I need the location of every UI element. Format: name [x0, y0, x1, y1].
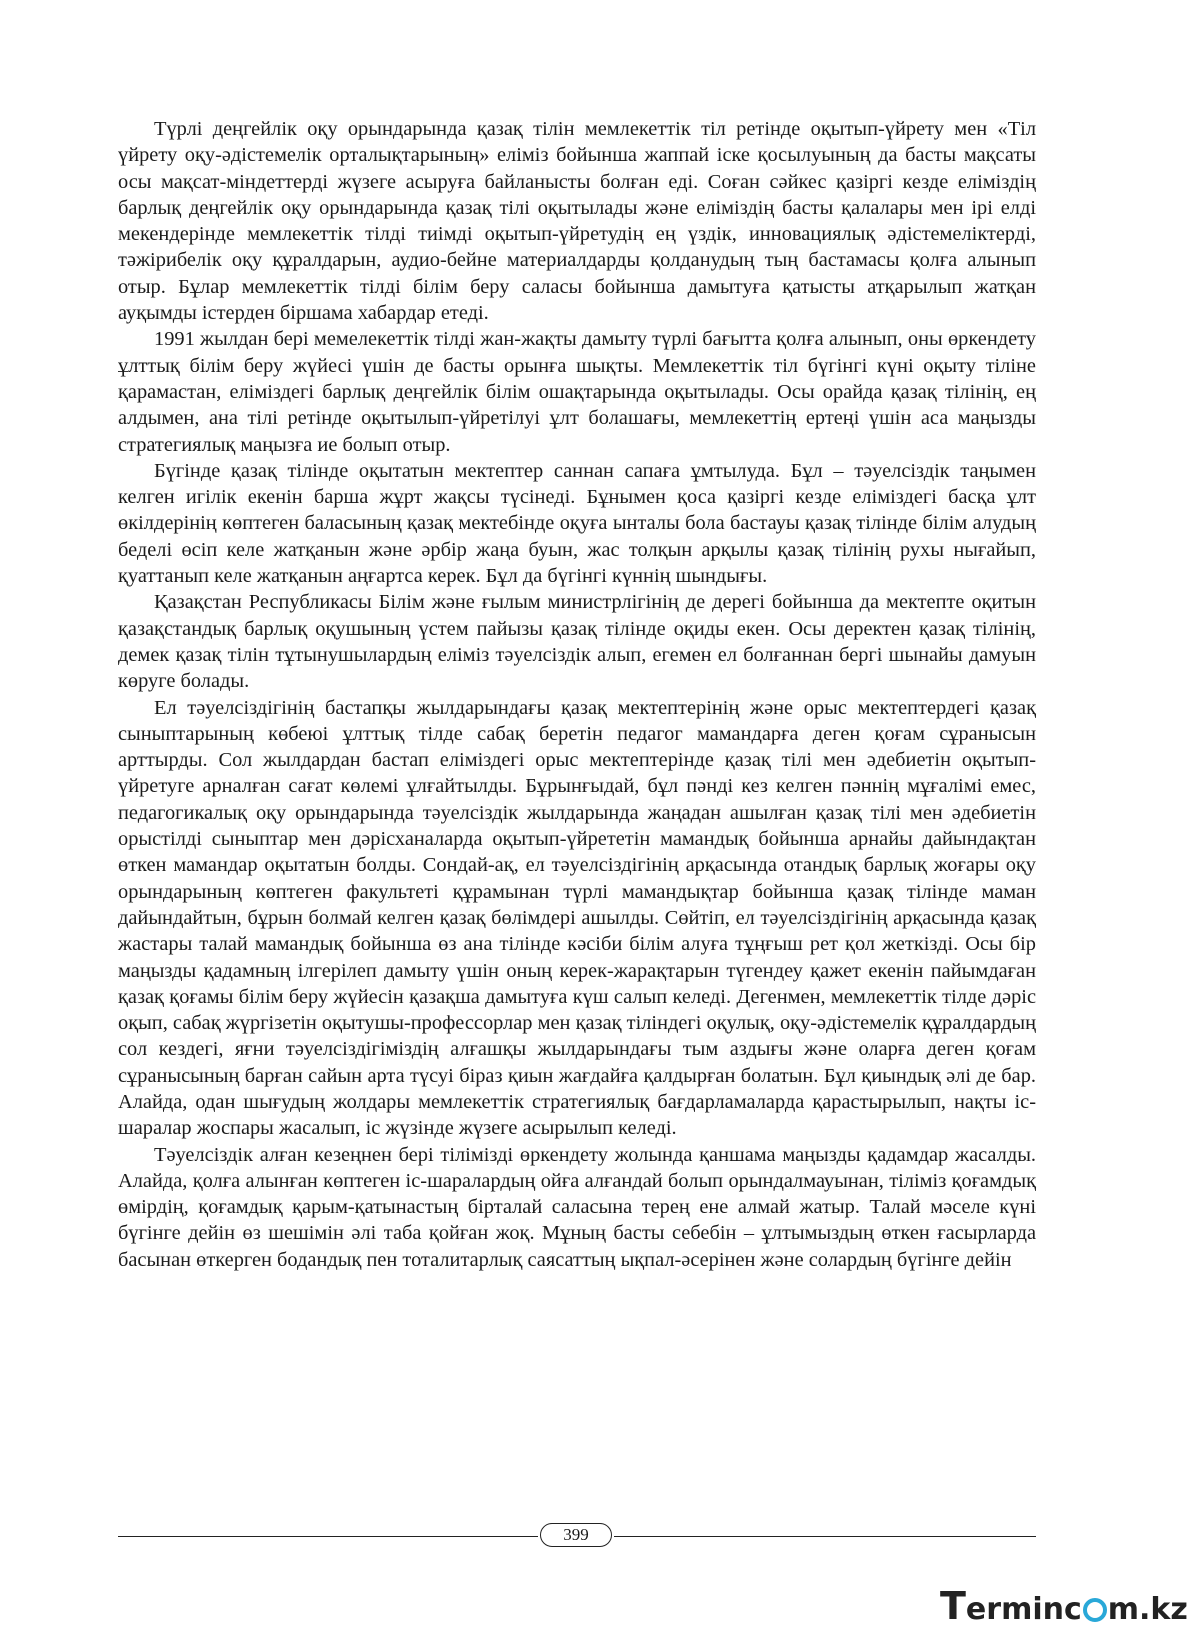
logo-text-suffix: m.kz — [1107, 1592, 1188, 1627]
paragraph: 1991 жылдан бері мемелекеттік тілді жан-жақты дамыту түрлі бағытта қолға алынып, оны өркендету ұлттық білім беру жүйесі үшін де басты орынға шықты. Мемлекеттік тіл бүгінгі күні оқыту тіліне қарамастан, еліміздегі барлық деңгейлік білім ошақтарында оқытылады. Осы орайда қазақ тілінің, ең алдымен, ана тілі ретінде оқытылып-үйретілуі ұлт болашағы, мемлекеттің ертеңі үшін аса маңызды стратегиялық маңызға ие болып отыр. — [118, 328, 1036, 456]
page-body — [118, 116, 1036, 1273]
termincom-logo — [940, 1582, 1188, 1630]
logo-letter-t: T — [940, 1584, 966, 1628]
footer-rule-left — [118, 1536, 538, 1537]
paragraph: Қазақстан Республикасы Білім және ғылым министрлігінің де дерегі бойынша да мектепте оқитын қазақстандық барлық оқушының үстем пайызы қазақ тілінде оқиды екен. Осы деректен қазақ тілінің, демек қазақ тілін тұтынушылардың еліміз тәуелсіздік алып, егемен ел болғаннан бергі шынайы дамуын көруге болады. — [118, 591, 1036, 693]
footer-rule-right — [614, 1536, 1036, 1537]
paragraph: Тәуелсіздік алған кезеңнен бері тілімізді өркендету жолында қаншама маңызды қадамдар жасалды. Алайда, қолға алынған көптеген іс-шаралардың ойға алғандай болып орындалмауынан, тіліміз қоғамдық өмірдің, қоғамдық қарым-қатынастың бірталай саласына терең ене алмай жатыр. Талай мәселе күні бүгінге дейін өз шешімін әлі таба қойған жоқ. Мұның басты себебін – ұлтымыздың өткен ғасырларда басынан өткерген бодандық пен тоталитарлық саясаттың ықпал-әсерінен және солардың бүгінге дейін — [118, 1143, 1036, 1271]
page-number: 399 — [540, 1523, 612, 1547]
logo-text-mid: erminc — [965, 1592, 1082, 1627]
paragraph: Бүгінде қазақ тілінде оқытатын мектептер саннан сапаға ұмтылуда. Бұл – тәуелсіздік таңымен келген игілік екенін барша жұрт жақсы түсінеді. Бұнымен қоса қазіргі кезде еліміздегі басқа ұлт өкілдерінің көптеген баласының қазақ мектебінде оқуға ынталы бола бастауы қазақ тілінде білім алудың беделі өсіп келе жатқанын және әрбір жаңа буын, жас толқын арқылы қазақ тілінің рухы нығайып, қуаттанып келе жатқанын аңғартса керек. Бұл да бүгінгі күннің шындығы. — [118, 459, 1036, 588]
page-footer — [118, 1523, 1036, 1549]
paragraph: Ел тәуелсіздігінің бастапқы жылдарындағы қазақ мектептерінің және орыс мектептердегі қазақ сыныптарының көбеюі ұлттық тілде сабақ беретін педагог мамандарға деген қоғам сұранысын арттырды. Сол жылдардан бастап еліміздегі орыс мектептерінде қазақ тілі мен әдебиетін оқытып-үйретуге арналған сағат көлемі ұлғайтылды. Бұрынғыдай, бұл пәнді кез келген пәннің мұғалімі емес, педагогикалық оқу орындарында тәуелсіздік жылдарында жаңадан ашылған қазақ тілі мен әдебиетін орыстілді сыныптар мен дәрісханаларда оқытып-үйрететін мамандық бойынша арнайы дайындақтан өткен мамандар оқытатын болды. Сондай-ақ, ел тәуелсіздігінің арқасында отандық барлық жоғары оқу орындарының көптеген факультеті құрамынан түрлі мамандықтар бойынша қазақ тілінде маман дайындайтын, бұрын болмай келген қазақ бөлімдері ашылды. Сөйтіп, ел тәуелсіздігінің арқасында қазақ жастары талай мамандық бойынша өз ана тілінде кәсіби білім алуға тұңғыш рет қол жеткізді. Осы бір маңызды қадамның ілгерілеп дамыту үшін оның керек-жарақтарын түгендеу қажет екенін пайымдаған қазақ қоғамы білім беру жүйесін қазақша дамытуға күш салып келеді. Дегенмен, мемлекеттік тілде дәріс оқып, сабақ жүргізетін оқытушы-профессорлар мен қазақ тіліндегі оқулық, оқу-әдістемелік құралдардың сол кездегі, яғни тәуелсіздігіміздің алғашқы жылдарындағы тым аздығы және оларға деген қоғам сұранысының барған сайын арта түсуі біраз қиын жағдайға қалдырған болатын. Бұл қиындық әлі де бар. Алайда, одан шығудың жолдары мемлекеттік стратегиялық бағдарламаларда қарастырылып, нақты іс-шаралар жоспары жасалып, іс жүзінде жүзеге асырылып келеді. — [118, 696, 1036, 1140]
logo-circle-icon — [1083, 1598, 1107, 1622]
paragraph: Түрлі деңгейлік оқу орындарында қазақ тілін мемлекеттік тіл ретінде оқытып-үйрету мен «Тіл үйрету оқу-әдістемелік орталықтарының» еліміз бойынша жаппай іске қосылуының да басты мақсаты осы мақсат-міндеттерді жүзеге асыруға байланысты болған еді. Соған сәйкес қазіргі кезде еліміздің барлық деңгейлік оқу орындарында қазақ тілі оқытылады және еліміздің басты қалалары мен ірі елді мекендерінде мемлекеттік тілді тиімді оқытып-үйретудің ең үздік, инновациялық әдістемеліктерді, тәжірибелік оқу құралдарын, аудио-бейне материалдарды қолданудың тың бастамасы қолға алынып отыр. Бұлар мемлекеттік тілді білім беру саласы бойынша дамытуға қатысты атқарылып жатқан ауқымды істерден біршама хабардар етеді. — [118, 118, 1036, 325]
